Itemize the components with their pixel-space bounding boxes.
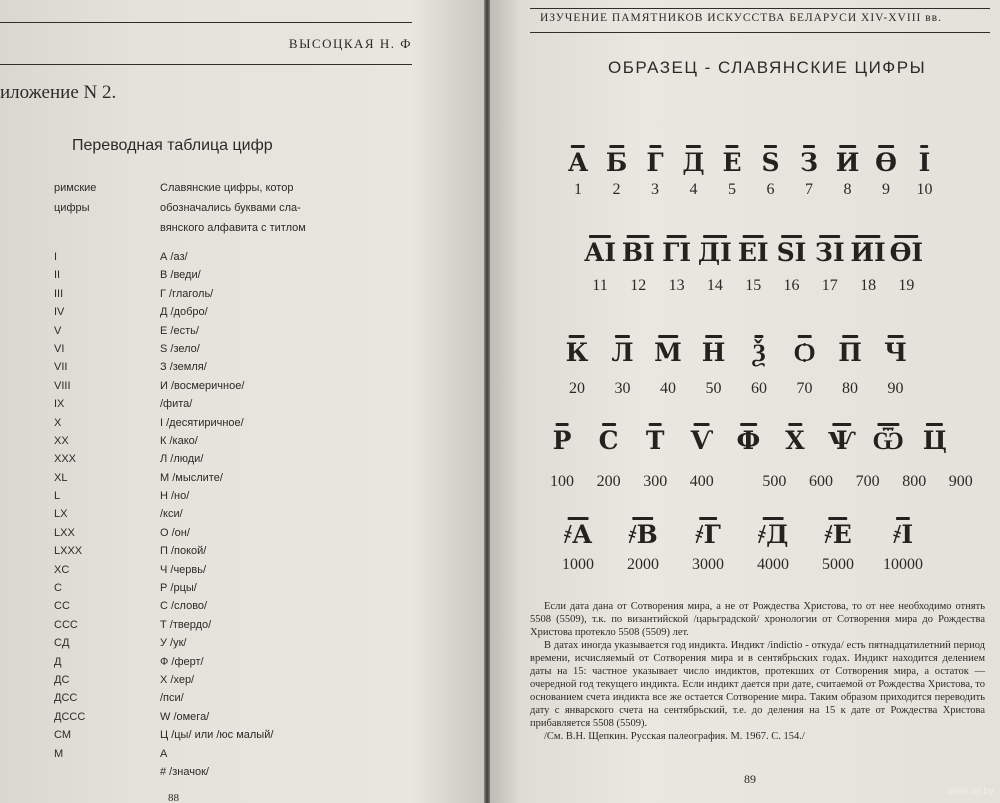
numeral-value: 40 (660, 380, 676, 397)
roman-numeral: XL (54, 471, 68, 484)
table-row (54, 340, 384, 358)
numeral-value: 2 (612, 181, 621, 198)
roman-numeral: М (54, 747, 64, 760)
roman-numeral: LX (54, 508, 68, 521)
numeral-value: 3 (651, 181, 659, 198)
slavonic-letter: Н /но/ (160, 490, 190, 503)
numeral-value: 700 (855, 473, 880, 490)
numeral-value: 1000 (562, 556, 594, 573)
slavonic-numeral-glyph: ИІ (850, 238, 886, 267)
slavonic-numeral-glyph: Ц (922, 426, 947, 455)
numeral-value: 18 (860, 277, 877, 294)
numeral-value: 7 (805, 181, 813, 198)
roman-numeral: CД (54, 637, 70, 650)
slavonic-numeral-glyph: Ѵ (690, 426, 714, 455)
numeral-value: 60 (751, 380, 767, 397)
slavonic-numeral-glyph: ГІ (662, 238, 692, 267)
table-row (54, 579, 384, 597)
numeral-value: 12 (630, 277, 647, 294)
roman-numeral: X (54, 416, 62, 429)
roman-numeral: LXX (54, 526, 75, 539)
slavonic-letter: А /аз/ (160, 251, 188, 263)
slavonic-numeral-glyph: І (918, 148, 931, 177)
slavonic-letter: /фита/ (160, 398, 193, 411)
slavonic-numeral-glyph: Ф (736, 426, 761, 455)
table-row (54, 450, 384, 468)
roman-numeral: XC (54, 563, 70, 576)
slavonic-numeral-glyph: И (835, 148, 860, 177)
slavonic-numeral-glyph: SІ (776, 238, 807, 267)
footnote (530, 600, 985, 743)
slavonic-letter: У /ук/ (160, 637, 187, 650)
page-number-left: 88 (168, 792, 179, 803)
header-bottom-rule (0, 64, 412, 65)
slavonic-numeral-glyph: ЗІ (814, 238, 845, 267)
table-row (54, 322, 384, 340)
table-row (54, 597, 384, 615)
appendix-label: иложение N 2. (0, 82, 117, 103)
numeral-value: 30 (614, 380, 631, 397)
slavonic-numeral-glyph: ВІ (621, 238, 655, 267)
table-row (54, 634, 384, 652)
slavonic-numeral-glyph: Ѯ (752, 338, 766, 367)
table-row (54, 303, 384, 321)
slavonic-letter: К /како/ (160, 434, 198, 447)
slavonic-numeral-glyph: АІ (583, 238, 617, 267)
roman-numeral: VIII (54, 379, 71, 392)
table-row (54, 285, 384, 303)
roman-numeral: CC (54, 600, 70, 613)
slavonic-letter: Л /люди/ (160, 453, 204, 466)
running-head-right: ИЗУЧЕНИЕ ПАМЯТНИКОВ ИСКУССТВА БЕЛАРУСИ XIV-XVIII вв. (540, 12, 942, 24)
conversion-table (54, 248, 384, 781)
slavonic-numeral-glyph: ҂А (563, 520, 593, 549)
slavonic-letter: Р /рцы/ (160, 582, 197, 595)
slavonic-letter: I /десятиричное/ (160, 416, 244, 429)
numeral-value: 100 (550, 473, 574, 490)
slavonic-numeral-glyph: Т (645, 426, 665, 455)
numeral-value: 6 (766, 181, 775, 198)
numeral-value: 300 (643, 473, 668, 490)
slavonic-numeral-glyph: Н (701, 338, 726, 367)
watermark: www.ay.by (946, 786, 994, 797)
slavonic-numeral-glyph: Ѱ (827, 426, 856, 455)
numeral-value: 600 (809, 473, 833, 490)
numeral-value: 11 (592, 277, 608, 294)
slavonic-numeral-glyph: Ѳ (875, 148, 897, 177)
roman-numeral: VII (54, 361, 68, 374)
numeral-value: 19 (898, 277, 915, 294)
table-row (54, 432, 384, 450)
slavonic-numeral-glyph: ДІ (697, 238, 732, 267)
slavonic-numeral-glyph: Е (722, 148, 742, 177)
slavonic-numeral-glyph: Б (605, 148, 628, 177)
table-row (54, 763, 384, 781)
footnote-paragraph: В датах иногда указывается год индикта. Индикт /indictio - откуда/ есть пятнадцатилетний период времени, исчисляемый от Сотворения мира и в сентябрьских годах. Индикт находится делением даты на 15: частное указывает число индиктов, протекших от Сотворения мира, а остаток — очередной год текущего индикта. Если индикт дается при дате, считаемой от Рождества Христова, то основанием счета индикта все же остается Сотворение мира. Таким образом приходится переводить дату с январского счета на сентябрьский, т.е. до деления на 15 к дате от Рождества Христова прибавляется 5508 (5509). (530, 640, 985, 729)
numeral-value: 13 (668, 277, 685, 294)
table-row (54, 671, 384, 689)
table-row (54, 726, 384, 744)
roman-numeral: III (54, 287, 64, 300)
slavonic-letter: W /омега/ (160, 710, 210, 723)
slavonic-numeral-glyph: ҂І (892, 520, 914, 549)
roman-numeral: IX (54, 398, 65, 411)
header-top-rule (0, 22, 412, 23)
slavonic-numeral-glyph: М (654, 338, 682, 367)
table-row (54, 653, 384, 671)
numeral-value: 5000 (822, 556, 854, 573)
slavonic-letter: Ф /ферт/ (160, 655, 204, 668)
roman-numeral: Д (54, 655, 62, 668)
slavonic-numeral-glyph: Л (611, 338, 634, 367)
numeral-value: 80 (842, 380, 858, 397)
numeral-value: 4 (689, 181, 698, 198)
slavonic-numeral-glyph: ҂Г (695, 520, 721, 549)
numeral-value: 900 (948, 473, 973, 490)
numeral-value: 90 (887, 380, 904, 397)
slavonic-numeral-glyph: ѲІ (889, 238, 924, 267)
numeral-value: 4000 (757, 556, 789, 573)
roman-numeral: CCC (54, 618, 78, 631)
sample-title: ОБРАЗЕЦ - СЛАВЯНСКИЕ ЦИФРЫ (608, 58, 927, 77)
numeral-value: 8 (843, 181, 852, 198)
slavonic-letter: S /зело/ (160, 342, 200, 355)
numeral-value: 2000 (627, 556, 659, 573)
numeral-value: 10000 (883, 556, 923, 573)
numeral-value: 500 (762, 473, 787, 490)
numeral-value: 16 (783, 277, 800, 294)
roman-numeral: II (54, 269, 61, 282)
slavonic-numeral-glyph: ҂Д (757, 520, 789, 549)
slavonic-letter: В /веди/ (160, 269, 201, 282)
slavonic-numeral-glyph: Д (682, 148, 705, 177)
slavonic-letter: Г /глаголь/ (160, 287, 214, 300)
slavonic-letter: О /он/ (160, 526, 190, 539)
slavonic-letter: П /покой/ (160, 545, 207, 558)
roman-numeral: V (54, 324, 62, 337)
numeral-value: 20 (569, 380, 585, 397)
slavonic-column-header: Славянские цифры, котор обозначались буквами сла- вянского алфавита с титлом (160, 182, 306, 234)
table-row (54, 505, 384, 523)
slavonic-numeral-glyph: З (799, 148, 819, 177)
slavonic-numeral-glyph: S (761, 148, 780, 177)
slavonic-numeral-glyph: С (598, 426, 619, 455)
table-row (54, 616, 384, 634)
table-row (54, 487, 384, 505)
numeral-value: 200 (596, 473, 621, 490)
table-row (54, 248, 384, 266)
numeral-value: 10 (916, 181, 933, 198)
numeral-value: 14 (706, 277, 723, 294)
slavonic-numeral-glyph: Х (785, 426, 805, 455)
slavonic-numeral-glyph: К (565, 338, 589, 367)
running-head-left: ВЫСОЦКАЯ Н. Ф (288, 36, 412, 51)
table-row (54, 414, 384, 432)
roman-numeral: XXX (54, 453, 77, 466)
slavonic-numeral-glyph: ЕІ (737, 238, 769, 267)
roman-numeral: I (54, 251, 58, 263)
roman-numeral: ДССС (54, 710, 86, 723)
roman-numeral: LXXX (54, 545, 83, 558)
header-bottom-rule-right (530, 32, 990, 33)
page-number-right: 89 (744, 772, 756, 786)
roman-numeral: СМ (54, 729, 71, 742)
slavonic-letter: # /значок/ (160, 765, 209, 778)
roman-numeral: VI (54, 342, 65, 355)
slavonic-letter: Е /есть/ (160, 324, 199, 337)
slavonic-numeral-glyph: Г (646, 148, 664, 177)
table-row (54, 377, 384, 395)
roman-numeral: L (54, 490, 61, 503)
slavonic-letter: Ч /червь/ (160, 563, 207, 576)
slavonic-numeral-glyph: А (567, 148, 589, 177)
numeral-value: 15 (745, 277, 762, 294)
slavonic-letter: М /мыслите/ (160, 471, 223, 484)
slavonic-numeral-glyph: Ѿ (872, 426, 904, 455)
slavonic-numeral-glyph: П (838, 338, 862, 367)
slavonic-letter: Т /твердо/ (160, 618, 212, 631)
numeral-value: 50 (705, 380, 722, 397)
table-row (54, 358, 384, 376)
footnote-paragraph: Если дата дана от Сотворения мира, а не от Рождества Христова, то от нее необходимо отнять 5508 (5509), т.к. по византийской /царьградской/ хронологии от Сотворения мира до Рождества Христова протекло 5508 (5509) лет. (530, 601, 985, 638)
numeral-value: 800 (902, 473, 927, 490)
footnote-paragraph: /См. В.Н. Щепкин. Русская палеография. М. 1967. С. 154./ (544, 731, 805, 742)
roman-numeral: C (54, 582, 62, 595)
slavonic-numeral-glyph: Ѻ (794, 338, 815, 367)
numeral-value: 17 (821, 277, 838, 294)
numeral-value: 5 (728, 181, 736, 198)
header-top-rule-right (530, 8, 990, 9)
numeral-value: 400 (689, 473, 714, 490)
left-page (0, 0, 484, 803)
slavonic-letter: С /слово/ (160, 600, 208, 613)
table-row (54, 542, 384, 560)
slavonic-letter: Ц /цы/ или /юс малый/ (160, 729, 274, 742)
slavonic-numeral-glyph: Ч (884, 338, 907, 367)
table-row (54, 395, 384, 413)
slavonic-letter: З /земля/ (160, 361, 207, 374)
roman-numeral: IV (54, 306, 65, 319)
numeral-value: 9 (882, 181, 890, 198)
table-row (54, 561, 384, 579)
slavonic-letter: Х /хер/ (160, 673, 195, 686)
slavonic-letter: /пси/ (160, 692, 184, 705)
roman-numeral: XX (54, 434, 69, 447)
roman-numeral: ДС (54, 673, 70, 686)
table-row (54, 745, 384, 763)
roman-column-header: римские цифры (54, 182, 97, 214)
table-title: Переводная таблица цифр (72, 137, 273, 154)
right-page (490, 0, 1000, 803)
slavonic-numeral-glyph: ҂Е (824, 520, 852, 549)
table-row (54, 708, 384, 726)
table-row (54, 469, 384, 487)
slavonic-letter: А (160, 747, 168, 760)
numeral-value: 1 (574, 181, 582, 198)
roman-numeral: ДСС (54, 692, 78, 705)
slavonic-numeral-glyph: ҂В (628, 520, 658, 549)
table-row (54, 524, 384, 542)
table-row (54, 689, 384, 707)
slavonic-letter: Д /добро/ (160, 306, 208, 319)
numeral-value: 70 (796, 380, 813, 397)
numeral-value: 3000 (692, 556, 724, 573)
table-row (54, 266, 384, 284)
slavonic-letter: /кси/ (160, 508, 183, 521)
slavonic-letter: И /восмеричное/ (160, 379, 245, 392)
slavonic-numeral-glyph: Р (552, 426, 572, 455)
